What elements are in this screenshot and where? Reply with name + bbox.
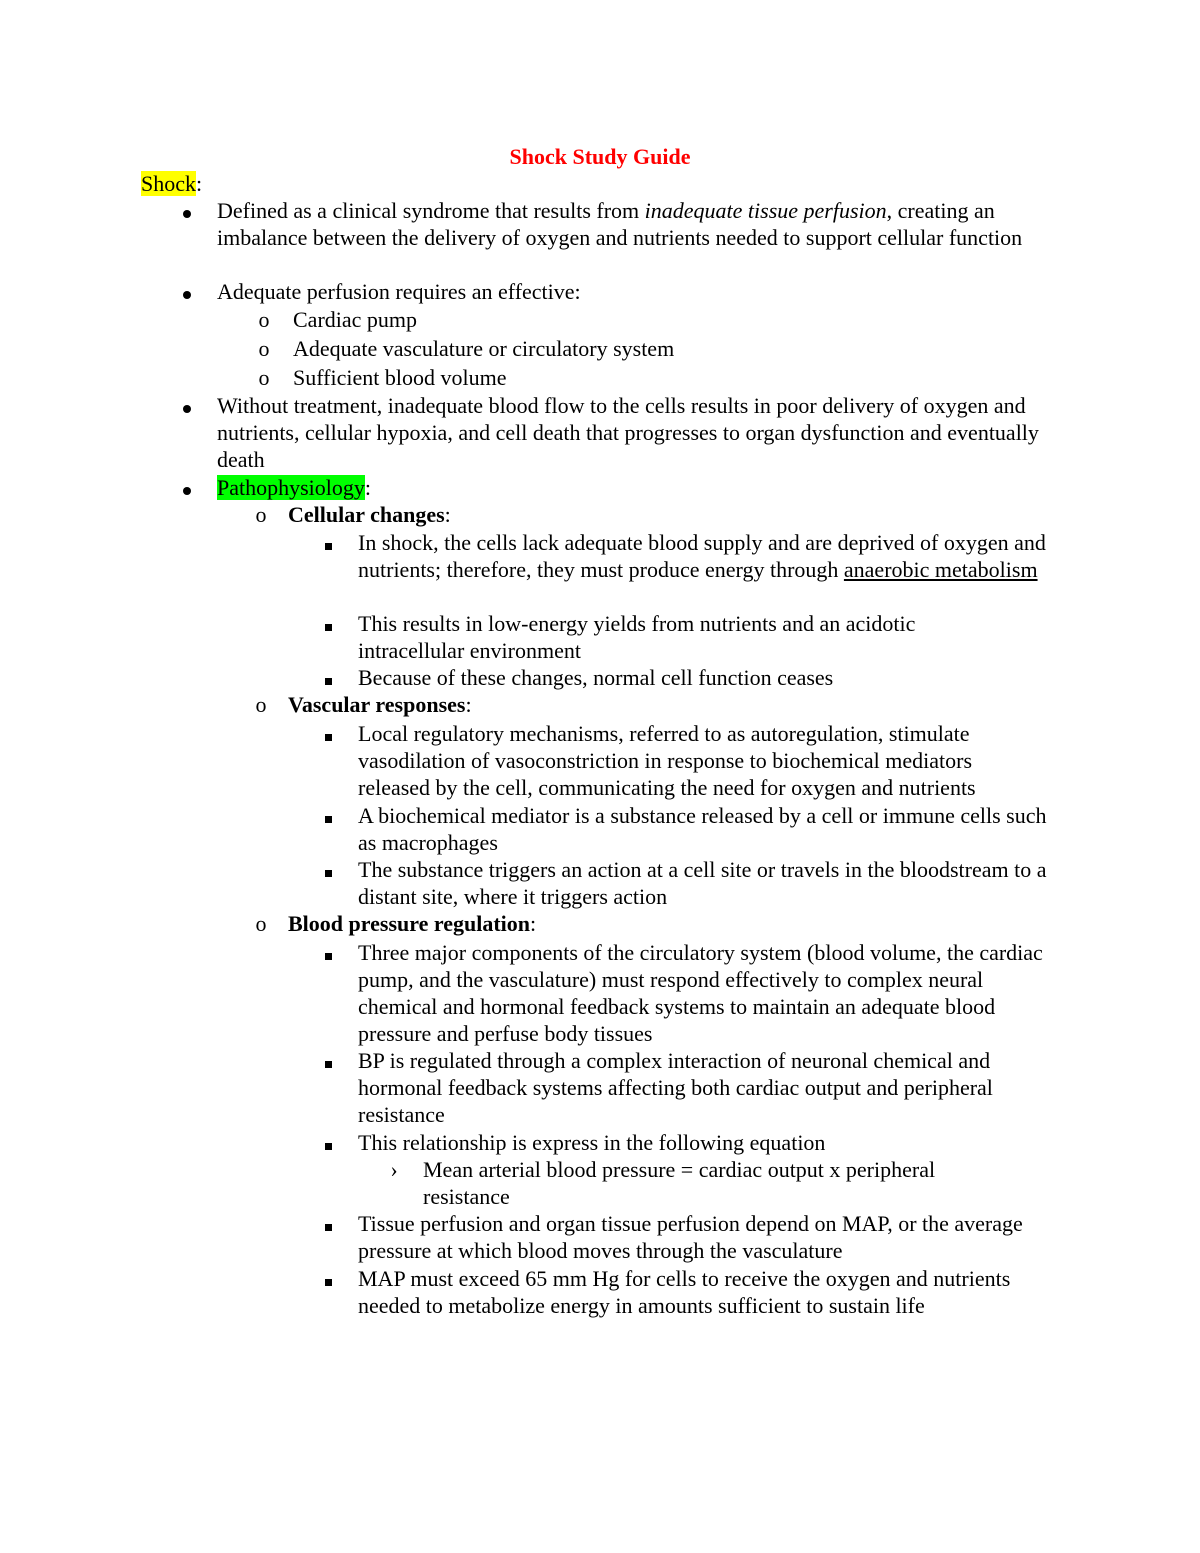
bp-heading: Blood pressure regulation bbox=[288, 911, 531, 936]
bullet-square bbox=[322, 1265, 334, 1292]
bullet-square bbox=[322, 529, 334, 556]
bullet-square bbox=[322, 1047, 334, 1074]
bullet-square bbox=[322, 1210, 334, 1237]
bullet-dot bbox=[180, 197, 194, 224]
vascular-heading: Vascular responses bbox=[288, 692, 466, 717]
bullet-dot bbox=[180, 278, 194, 305]
bullet-dot bbox=[180, 474, 194, 501]
bullet-square bbox=[322, 939, 334, 966]
bullet-dot bbox=[180, 392, 194, 419]
bullet-square bbox=[322, 1129, 334, 1156]
map-equation: Mean arterial blood pressure = cardiac output x peripheral resistance bbox=[423, 1157, 936, 1209]
bullet-square bbox=[322, 720, 334, 747]
bullet-square bbox=[322, 856, 334, 883]
shock-heading: Shock: bbox=[141, 171, 203, 196]
document-page: Shock Study Guide Shock: Defined as a clinical syndrome that results from inadequate tissue perfusion, creating an imbalance between the delivery of oxygen and nutrients needed to support cellular function Adequate perfusion requires an effective: o Cardiac pump o Adequate vasculature or circulatory system o Sufficient blood volume Without treatment, inadequate blood flow to the cells results in poor delivery of oxygen and nutrients, cellular hypoxia, and cell death that progresses to organ dysfunction and eventually death Pathophysiology: o Cellular changes: In shock, the cells lack adequate blood supply and are deprived of oxygen and nutrients; therefore, they must produce energy through anaerobic metabolism This results in low-energy yields from nutrients and an acidotic intracellular environment Because of these changes, normal cell function ceases o Vascular responses: Local regulatory mechanisms, referred to as autoregulation, stimulate vasodilation of vasoconstriction in response to biochemical mediators released by the cell, communicating the need for oxygen and nutrients A biochemical mediator is a substance released by a cell or immune cells such as macrophages The substance triggers an action at a cell site or travels in the bloodstream to a distant site, where it triggers action o Blood pressure regulation: Three major components of the circulatory system (blood volume, the cardiac pump, and the vasculature) must respond effectively to complex neural chemical and hormonal feedback systems to maintain an adequate blood pressure and perfuse body tissues BP is regulated through a complex interaction of neuronal chemical and hormonal feedback systems affecting both cardiac output and peripheral resistance This relationship is express in the following equation › Mean arterial blood pressure = cardiac output x peripheral resistance Tissue perfusion and organ tissue perfusion depend on MAP, or the average pressure at which blood moves through the vasculature MAP must exceed 65 mm Hg for cells to receive the oxygen and nutrients needed to metabolize energy in amounts sufficient to sustain life bbox=[0, 0, 1200, 1553]
shock-label: Shock bbox=[141, 171, 196, 196]
bullet-square bbox=[322, 664, 334, 691]
definition-text: Defined as a clinical syndrome that results from inadequate tissue perfusion, creating an imbalance between the delivery of oxygen and nutrients needed to support cellular function bbox=[217, 198, 1023, 250]
bullet-square bbox=[322, 802, 334, 829]
page-title: Shock Study Guide bbox=[509, 144, 691, 169]
cellular-heading: Cellular changes bbox=[288, 502, 445, 527]
bullet-square bbox=[322, 610, 334, 637]
pathophysiology-label: Pathophysiology bbox=[217, 475, 365, 500]
